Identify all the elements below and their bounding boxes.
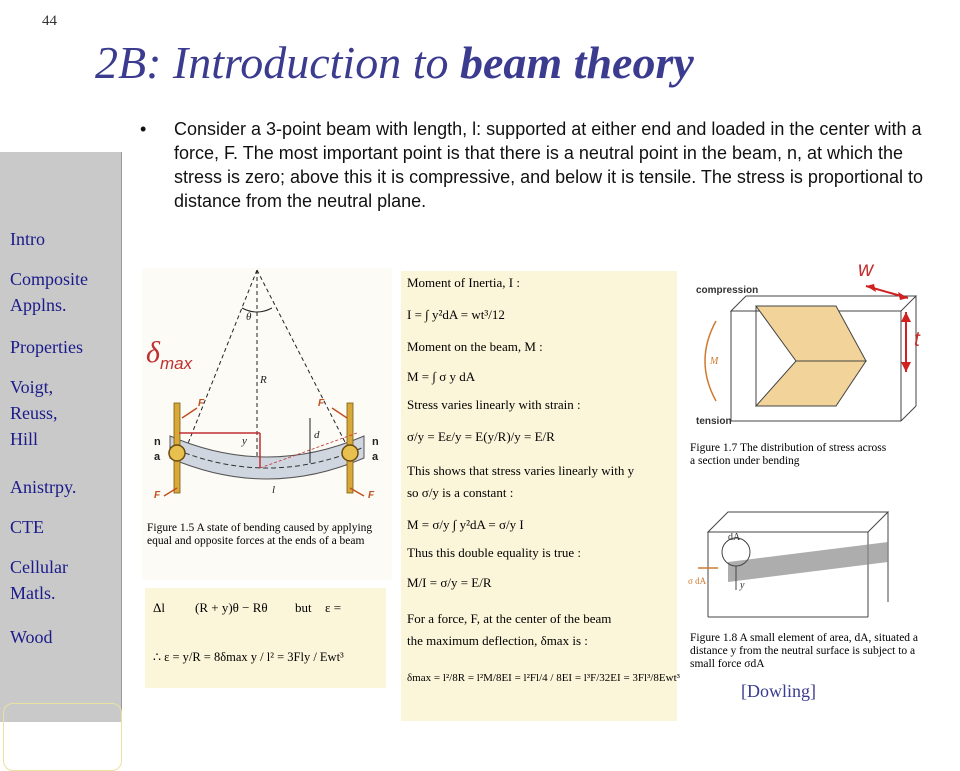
sidebar-item-properties[interactable]: Properties: [10, 337, 83, 357]
sigma-dA-label: σ dA: [688, 576, 707, 586]
equation-line: so σ/y is a constant :: [407, 485, 514, 500]
sidebar-item-hill[interactable]: Hill: [10, 429, 39, 449]
source-credit: [Dowling]: [741, 681, 816, 701]
t-label: t: [914, 328, 920, 351]
bullet-marker: •: [140, 119, 147, 139]
theta-label: θ: [246, 311, 252, 323]
sidebar-item-reuss[interactable]: Reuss,: [10, 403, 58, 423]
sidebar-item-cte[interactable]: CTE: [10, 517, 44, 537]
formula-line-1b: (R + y)θ − Rθ: [195, 600, 268, 615]
formula-but: but: [295, 600, 312, 615]
bending-figure: [142, 268, 392, 580]
sidebar-current-highlight: [3, 703, 122, 771]
formula-line-1c: ε =: [325, 600, 342, 615]
compression-label: compression: [696, 285, 759, 296]
small-element-figure: [688, 492, 940, 672]
equations-panel: [401, 271, 680, 721]
moment-label: M: [710, 356, 719, 367]
force-label-bl: F: [154, 490, 161, 501]
equation-line: Thus this double equality is true :: [407, 545, 582, 560]
stress-distribution-figure: [686, 276, 942, 476]
delta-max-label: [146, 336, 192, 374]
bullet-text: Consider a 3-point beam with length, l: supported at either end and loaded in the center with a force, F. The most important point is that there is a neutral point in the beam, n, at which the stress is zero; above this it is compressive, and below it is tensile. The stress is proportional to distance from the neutral plane.: [174, 119, 923, 211]
equation-line: M/I = σ/y = E/R: [407, 575, 492, 590]
sidebar-item-intro[interactable]: Intro: [10, 229, 45, 249]
a-label-left: a: [154, 451, 161, 463]
sidebar-item-matls[interactable]: Matls.: [10, 583, 56, 603]
sidebar-item-composite[interactable]: Composite: [10, 269, 89, 289]
n-label-left: n: [154, 436, 161, 448]
R-label: R: [260, 374, 267, 386]
a-label-right: a: [372, 451, 379, 463]
slide-number: 44: [42, 13, 57, 29]
sidebar-item-voigt[interactable]: Voigt,: [10, 377, 54, 397]
w-label: w: [858, 258, 874, 281]
title-prefix: 2B: Introduction to: [95, 37, 460, 88]
small-element-diagram: [688, 492, 940, 622]
delta-sub: max: [159, 354, 193, 373]
delta-symbol: δ: [146, 336, 160, 369]
sidebar-item-applns[interactable]: Applns.: [10, 295, 67, 315]
equation-line: Moment of Inertia, I :: [407, 275, 520, 290]
figure-1-5-caption: Figure 1.5 A state of bending caused by applying equal and opposite forces at the ends of a beam: [147, 522, 373, 547]
equation-line: M = ∫ σ y dA: [407, 369, 476, 384]
sidebar-nav: [0, 152, 122, 722]
equation-line: This shows that stress varies linearly with y: [407, 463, 635, 478]
dA-label: dA: [728, 532, 741, 543]
d-label: d: [314, 429, 320, 441]
y-element-label: y: [740, 580, 745, 591]
n-label-right: n: [372, 436, 379, 448]
title-bold: beam theory: [459, 37, 694, 88]
equation-line: M = σ/y ∫ y²dA = σ/y I: [407, 517, 524, 532]
y-label: y: [242, 435, 247, 447]
equation-line: the maximum deflection, δmax is :: [407, 633, 588, 648]
equation-line: Moment on the beam, M :: [407, 339, 543, 354]
sidebar-item-cellular[interactable]: Cellular: [10, 557, 68, 577]
equation-line: δmax = l²/8R = l²M/8EI = l²Fl/4 / 8EI = l³F/32EI = 3Fl³/8Ewt³: [407, 672, 680, 684]
force-label-right: F: [318, 398, 325, 409]
strain-formula-box: [145, 588, 386, 688]
formula-line-1a: Δl: [153, 600, 165, 615]
sidebar-item-anistrpy[interactable]: Anistrpy.: [10, 477, 77, 497]
force-label-left: F: [198, 398, 205, 409]
equation-line: I = ∫ y²dA = wt³/12: [407, 307, 505, 322]
l-label: l: [272, 484, 276, 496]
figure-1-8-caption: Figure 1.8 A small element of area, dA, situated a distance y from the neutral surface is subject to a small force σdA: [690, 632, 919, 670]
equation-line: σ/y = Eε/y = E(y/R)/y = E/R: [407, 429, 555, 444]
slide-title: [95, 36, 895, 89]
force-label-br: F: [368, 490, 375, 501]
equation-line: Stress varies linearly with strain :: [407, 397, 581, 412]
sidebar-item-wood[interactable]: Wood: [10, 627, 53, 647]
figure-1-7-caption: Figure 1.7 The distribution of stress across a section under bending: [690, 442, 887, 467]
equation-line: For a force, F, at the center of the beam: [407, 611, 612, 626]
tension-label: tension: [696, 416, 732, 427]
formula-line-2: ∴ ε = y/R = 8δmax y / l² = 3Fly / Ewt³: [153, 650, 344, 664]
